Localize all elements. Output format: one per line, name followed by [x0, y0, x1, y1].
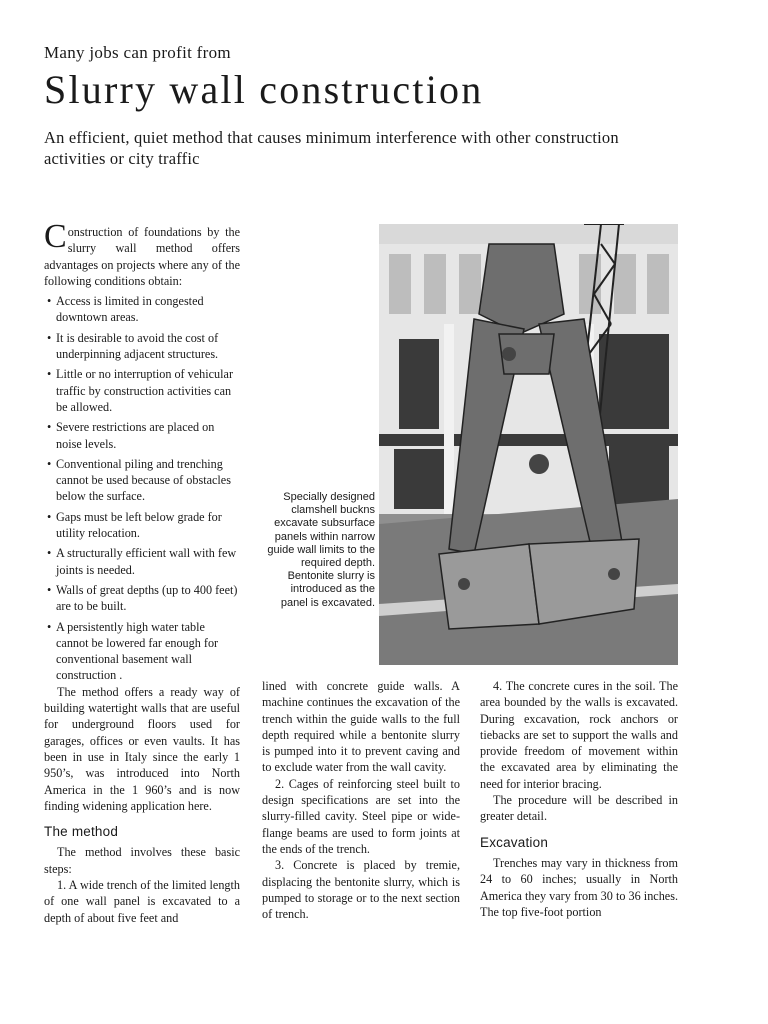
list-item: • Walls of great depths (up to 400 feet) are to be built.: [44, 582, 240, 615]
conditions-list: [44, 293, 240, 684]
list-item: • Conventional piling and trenching cannot be used because of obstacles below the surface.: [44, 456, 240, 505]
page-title: Slurry wall construction: [44, 67, 484, 112]
intro-text: onstruction of foundations by the slurry wall method offers advantages on projects where any of the following conditions obtain:: [44, 225, 240, 288]
section-heading-excavation: Excavation: [480, 834, 549, 850]
column-2: [262, 678, 460, 922]
drop-cap: C: [44, 218, 67, 255]
list-item: • Gaps must be left below grade for utility relocation.: [44, 509, 240, 542]
body-paragraph: The method offers a ready way of building watertight walls that are useful for underground floors used for garages, offices or even vaults. It has been in use in Italy since the early 1 950’s, was introduced into North America in the 1 960’s and is now finding widening application here.: [44, 684, 240, 813]
body-paragraph: lined with concrete guide walls. A machine continues the excavation of the trench within the guide walls to the full depth required while a bentonite slurry is pumped into it to prevent caving and to exclude water from the wall cavity.: [262, 679, 460, 775]
section-heading-method: The method: [44, 824, 119, 840]
list-item: • A persistently high water table cannot be lowered far enough for conventional basement wall construction .: [44, 619, 240, 684]
intro-paragraph: [44, 218, 240, 289]
list-item: • Little or no interruption of vehicular traffic by construction activities can be allowed.: [44, 366, 240, 415]
body-paragraph: 4. The concrete cures in the soil. The area bounded by the walls is excavated. During excavation, rock anchors or tiebacks are set to support the walls and provide freedom of movement within the excavated area by eliminating the need for interior bracing.: [480, 679, 678, 791]
clamshell-bucket-photo: [379, 224, 678, 665]
body-paragraph: 2. Cages of reinforcing steel built to design specifications are set into the slurry-filled cavity. Steel pipe or wide-flange beams are used to form joints at the ends of the trench.: [262, 776, 460, 856]
subtitle: An efficient, quiet method that causes minimum interference with other construction activities or city traffic: [44, 128, 619, 168]
list-item: • Severe restrictions are placed on noise levels.: [44, 419, 240, 452]
body-paragraph: The method involves these basic steps:: [44, 845, 240, 876]
column-1: [44, 218, 240, 926]
list-item: • Access is limited in congested downtown areas.: [44, 293, 240, 326]
column-3: [480, 678, 678, 920]
body-paragraph: Trenches may vary in thickness from 24 to 60 inches; usually in North America they vary from 30 to 36 inches. The top five-foot portion: [480, 855, 678, 919]
list-item: • It is desirable to avoid the cost of underpinning adjacent structures.: [44, 330, 240, 363]
list-item: • A structurally efficient wall with few joints is needed.: [44, 545, 240, 578]
body-paragraph: 1. A wide trench of the limited length of one wall panel is excavated to a depth of about five feet and: [44, 877, 240, 925]
kicker: Many jobs can profit from: [44, 43, 231, 62]
body-paragraph: The procedure will be described in greater detail.: [480, 793, 678, 824]
photo-caption: Specially designed clamshell buckns excavate subsurface panels within narrow guide wall limits to the required depth. Bentonite slurry is introduced as the panel is excavated.: [267, 491, 375, 609]
body-paragraph: 3. Concrete is placed by tremie, displacing the bentonite slurry, which is pumped to storage or to the next section of trench.: [262, 858, 460, 922]
